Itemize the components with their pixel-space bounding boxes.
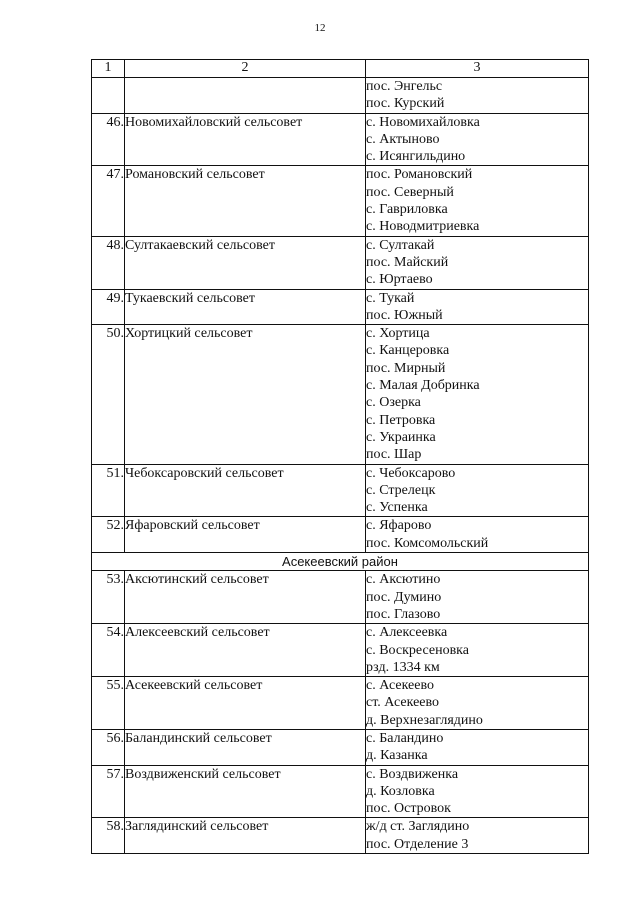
settlement-list xyxy=(366,818,589,854)
table-row xyxy=(92,677,589,730)
settlement-item: д. Верхнезаглядино xyxy=(366,712,483,728)
table-row xyxy=(92,624,589,677)
table-row xyxy=(92,78,589,114)
row-number: 52. xyxy=(92,517,125,553)
settlement-item: пос. Курский xyxy=(366,96,445,112)
table-body xyxy=(92,78,589,854)
row-number: 57. xyxy=(92,765,125,818)
row-number: 50. xyxy=(92,325,125,464)
row-number: 53. xyxy=(92,571,125,624)
row-number: 49. xyxy=(92,289,125,325)
settlement-item: с. Канцеровка xyxy=(366,343,450,359)
settlement-item: с. Актыново xyxy=(366,131,440,147)
row-number: 56. xyxy=(92,729,125,765)
settlement-item: с. Асекеево xyxy=(366,678,434,694)
settlement-item: пос. Островок xyxy=(366,801,451,817)
settlement-item: с. Гавриловка xyxy=(366,202,448,218)
row-number: 55. xyxy=(92,677,125,730)
settlement-item: с. Петровка xyxy=(366,412,436,428)
settlement-item: ст. Асекеево xyxy=(366,695,440,711)
table-row xyxy=(92,818,589,854)
council-name: Воздвиженский сельсовет xyxy=(125,765,366,818)
table-row xyxy=(92,166,589,236)
settlement-item: пос. Северный xyxy=(366,184,454,200)
settlement-list xyxy=(366,236,589,289)
settlement-item: с. Чебоксарово xyxy=(366,465,456,481)
settlement-item: с. Стрелецк xyxy=(366,482,436,498)
council-name: Аксютинский сельсовет xyxy=(125,571,366,624)
settlement-item: пос. Энгельс xyxy=(366,79,443,94)
settlement-item: с. Украинка xyxy=(366,429,436,445)
council-name: Султакаевский сельсовет xyxy=(125,236,366,289)
council-name: Новомихайловский сельсовет xyxy=(125,113,366,166)
settlement-list xyxy=(366,517,589,553)
table-row xyxy=(92,729,589,765)
council-name: Баландинский сельсовет xyxy=(125,729,366,765)
settlement-list xyxy=(366,113,589,166)
settlement-item: пос. Мирный xyxy=(366,360,446,376)
column-header-number: 1 xyxy=(92,60,125,78)
settlement-list xyxy=(366,166,589,236)
settlement-list xyxy=(366,289,589,325)
settlement-item: с. Воздвиженка xyxy=(366,766,459,782)
district-name: Асекеевский район xyxy=(92,553,589,571)
council-name: Тукаевский сельсовет xyxy=(125,289,366,325)
table-row xyxy=(92,289,589,325)
row-number: 46. xyxy=(92,113,125,166)
settlement-item: с. Баландино xyxy=(366,730,444,746)
settlement-list xyxy=(366,765,589,818)
district-section-row xyxy=(92,553,589,571)
settlement-list xyxy=(366,464,589,517)
settlement-item: с. Успенка xyxy=(366,500,428,516)
page-number: 12 xyxy=(314,22,326,34)
settlement-list xyxy=(366,677,589,730)
row-number: 47. xyxy=(92,166,125,236)
settlement-list xyxy=(366,571,589,624)
row-number: 58. xyxy=(92,818,125,854)
council-name: Чебоксаровский сельсовет xyxy=(125,464,366,517)
settlement-item: пос. Шар xyxy=(366,447,422,463)
table-row xyxy=(92,113,589,166)
settlement-list xyxy=(366,624,589,677)
settlement-item: с. Тукай xyxy=(366,290,415,306)
table-header-row xyxy=(92,60,589,78)
council-name: Романовский сельсовет xyxy=(125,166,366,236)
settlement-item: пос. Комсомольский xyxy=(366,535,489,551)
settlement-item: пос. Южный xyxy=(366,307,443,323)
settlement-item: пос. Глазово xyxy=(366,606,441,622)
row-number xyxy=(92,78,125,114)
settlement-item: с. Алексеевка xyxy=(366,625,448,641)
settlement-item: с. Юртаево xyxy=(366,272,433,288)
table-row xyxy=(92,571,589,624)
settlement-item: с. Исянгильдино xyxy=(366,149,466,165)
table-row xyxy=(92,325,589,464)
settlement-item: д. Казанка xyxy=(366,748,428,764)
council-name: Асекеевский сельсовет xyxy=(125,677,366,730)
table-row xyxy=(92,464,589,517)
settlement-list xyxy=(366,729,589,765)
council-name xyxy=(125,78,366,114)
settlement-item: с. Яфарово xyxy=(366,518,432,534)
row-number: 51. xyxy=(92,464,125,517)
settlement-item: с. Озерка xyxy=(366,395,421,411)
column-header-council: 2 xyxy=(125,60,366,78)
settlements-table xyxy=(91,59,589,854)
column-header-settlements: 3 xyxy=(366,60,589,78)
settlement-item: ж/д ст. Заглядино xyxy=(366,819,470,835)
settlement-item: пос. Майский xyxy=(366,254,449,270)
council-name: Хортицкий сельсовет xyxy=(125,325,366,464)
settlement-item: с. Новодмитриевка xyxy=(366,219,480,235)
council-name: Яфаровский сельсовет xyxy=(125,517,366,553)
council-name: Алексеевский сельсовет xyxy=(125,624,366,677)
settlement-item: пос. Романовский xyxy=(366,167,473,183)
table-row xyxy=(92,765,589,818)
settlement-item: с. Малая Добринка xyxy=(366,378,480,394)
settlement-item: рзд. 1334 км xyxy=(366,659,440,675)
settlement-item: с. Аксютино xyxy=(366,572,441,588)
settlement-item: пос. Думино xyxy=(366,589,442,605)
settlement-item: с. Новомихайловка xyxy=(366,114,480,130)
settlement-item: с. Воскресеновка xyxy=(366,642,469,658)
settlement-item: с. Хортица xyxy=(366,326,430,342)
row-number: 54. xyxy=(92,624,125,677)
table-row xyxy=(92,517,589,553)
council-name: Заглядинский сельсовет xyxy=(125,818,366,854)
settlement-item: с. Султакай xyxy=(366,237,435,253)
settlement-list xyxy=(366,325,589,464)
table-row xyxy=(92,236,589,289)
settlement-list xyxy=(366,78,589,114)
settlement-item: д. Козловка xyxy=(366,783,435,799)
settlement-item: пос. Отделение 3 xyxy=(366,836,469,852)
row-number: 48. xyxy=(92,236,125,289)
